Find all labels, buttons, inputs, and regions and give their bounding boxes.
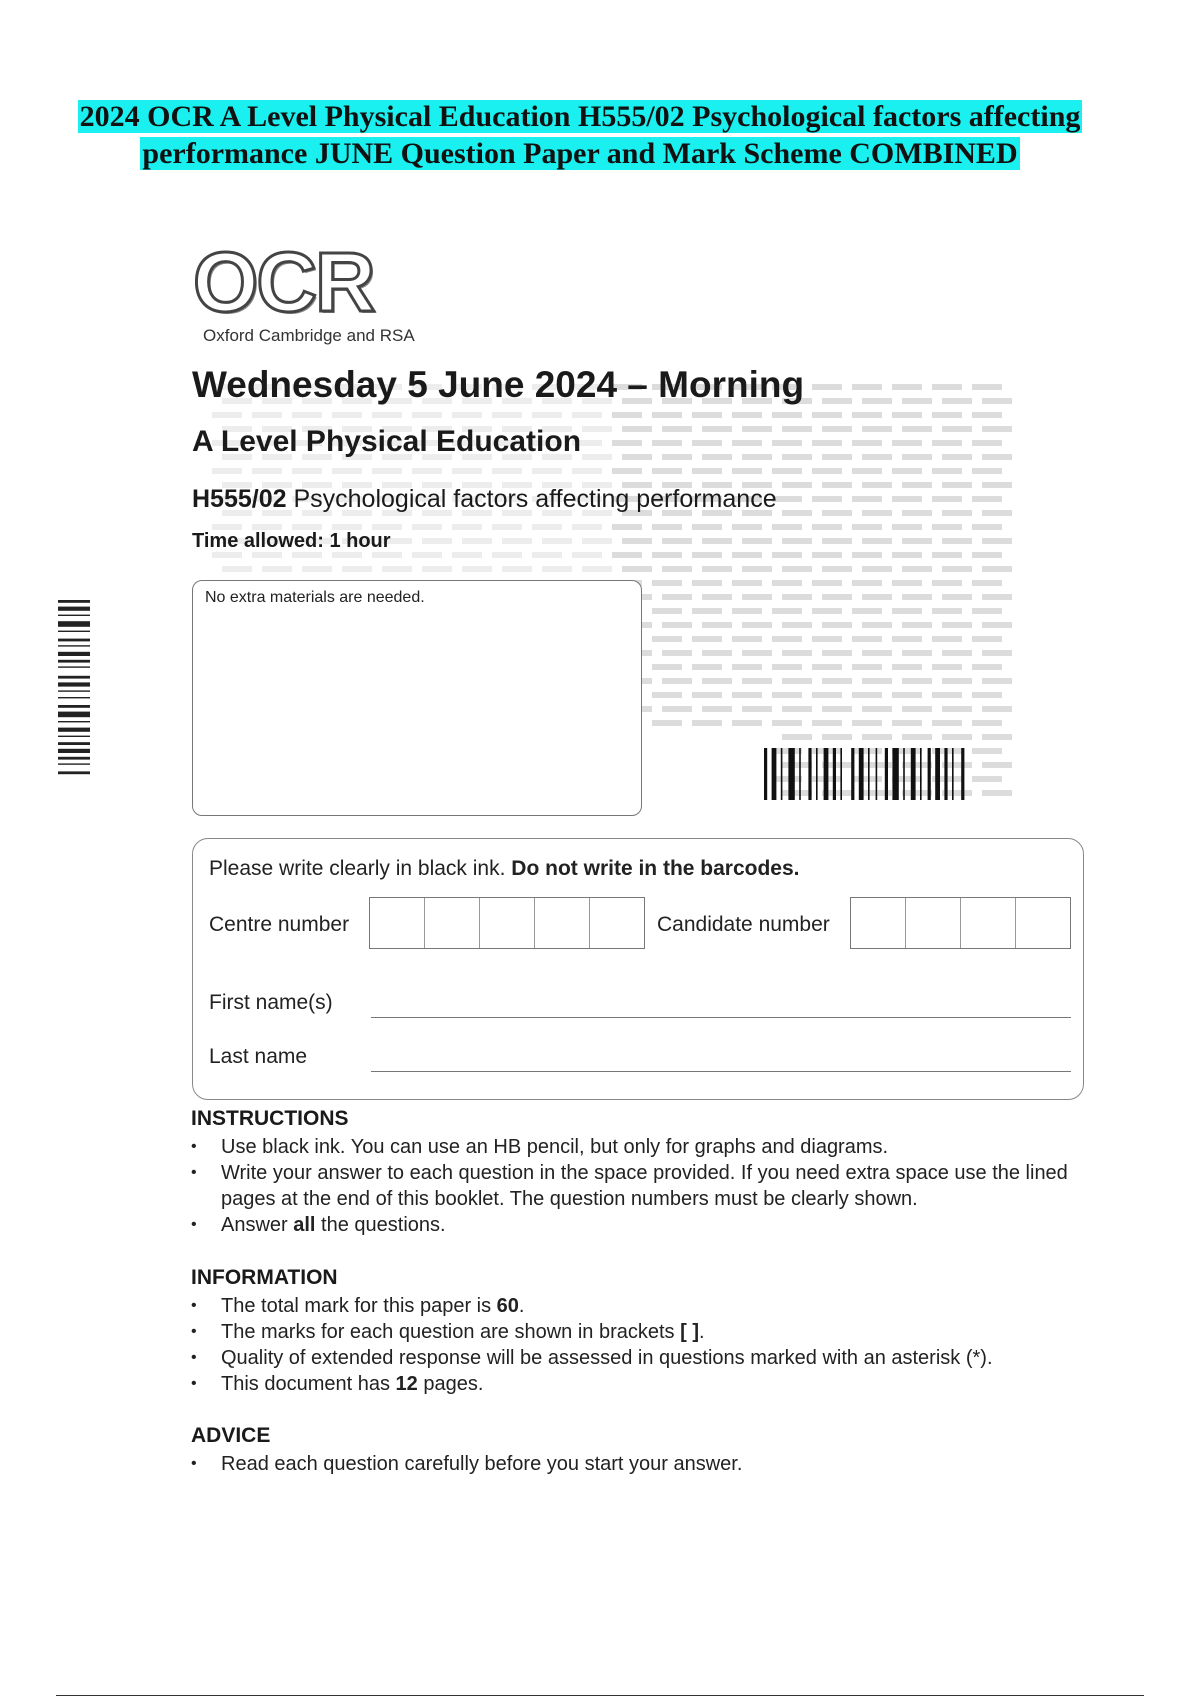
information-heading: INFORMATION xyxy=(191,1266,338,1289)
materials-box xyxy=(192,580,642,816)
instruction-item: • Use black ink. You can use an HB pencil, but only for graphs and diagrams. xyxy=(191,1134,1091,1160)
information-item: • Quality of extended response will be assessed in questions marked with an asterisk (*). xyxy=(191,1345,1091,1371)
advice-heading: ADVICE xyxy=(191,1424,271,1447)
instruction-item: • Answer all the questions. xyxy=(191,1212,1091,1238)
time-allowed: Time allowed: 1 hour xyxy=(192,530,391,552)
ocr-logo xyxy=(193,235,443,348)
main-barcode xyxy=(764,748,1050,808)
centre-number-cells[interactable] xyxy=(369,897,645,949)
centre-number-cell[interactable] xyxy=(535,898,590,948)
instructions-section xyxy=(191,1106,1091,1238)
centre-number-cell[interactable] xyxy=(480,898,535,948)
candidate-number-cell[interactable] xyxy=(1016,898,1070,948)
materials-text: No extra materials are needed. xyxy=(205,589,425,606)
information-item: • The total mark for this paper is 60. xyxy=(191,1293,1091,1319)
paper-name: Psychological factors affecting performance xyxy=(286,485,777,513)
instruction-item: • Write your answer to each question in the space provided. If you need extra space use the lined pages at the end of this booklet. The question numbers must be clearly shown. xyxy=(191,1160,1091,1212)
centre-number-label: Centre number xyxy=(209,913,350,936)
candidate-number-label: Candidate number xyxy=(657,913,830,936)
information-item: • The marks for each question are shown in brackets [ ]. xyxy=(191,1319,1091,1345)
centre-number-cell[interactable] xyxy=(370,898,425,948)
candidate-details-box xyxy=(192,838,1084,1100)
advice-section xyxy=(191,1423,1091,1477)
first-name-line[interactable] xyxy=(371,1017,1071,1018)
candidate-number-cells[interactable] xyxy=(850,897,1071,949)
paper-title xyxy=(192,485,777,514)
side-barcode xyxy=(50,600,100,840)
candidate-number-cell[interactable] xyxy=(906,898,961,948)
paper-code: H555/02 xyxy=(192,485,287,513)
centre-number-cell[interactable] xyxy=(425,898,480,948)
candidate-number-cell[interactable] xyxy=(961,898,1016,948)
last-name-label: Last name xyxy=(209,1045,308,1068)
exam-date: Wednesday 5 June 2024 – Morning xyxy=(192,364,805,405)
page-bottom-rule xyxy=(56,1695,1144,1696)
document-banner-title: 2024 OCR A Level Physical Education H555/02 Psychological factors affecting performance JUNE Question Paper and Mark Scheme COMBINED xyxy=(79,100,1081,170)
last-name-line[interactable] xyxy=(371,1071,1071,1072)
barcode-warning: Do not write in the barcodes. xyxy=(511,857,800,880)
exam-subject: A Level Physical Education xyxy=(192,425,582,458)
information-section xyxy=(191,1265,1091,1397)
instructions-heading: INSTRUCTIONS xyxy=(191,1107,349,1130)
information-item: • This document has 12 pages. xyxy=(191,1371,1091,1397)
centre-number-cell[interactable] xyxy=(590,898,644,948)
candidate-number-cell[interactable] xyxy=(851,898,906,948)
advice-item: • Read each question carefully before you start your answer. xyxy=(191,1451,1091,1477)
first-name-label: First name(s) xyxy=(209,991,333,1014)
ocr-logo-letters: OCR xyxy=(193,235,374,329)
candidate-instructions: Please write clearly in black ink. Do not write in the barcodes. xyxy=(209,857,800,880)
ocr-logo-subtitle: Oxford Cambridge and RSA xyxy=(203,326,415,345)
